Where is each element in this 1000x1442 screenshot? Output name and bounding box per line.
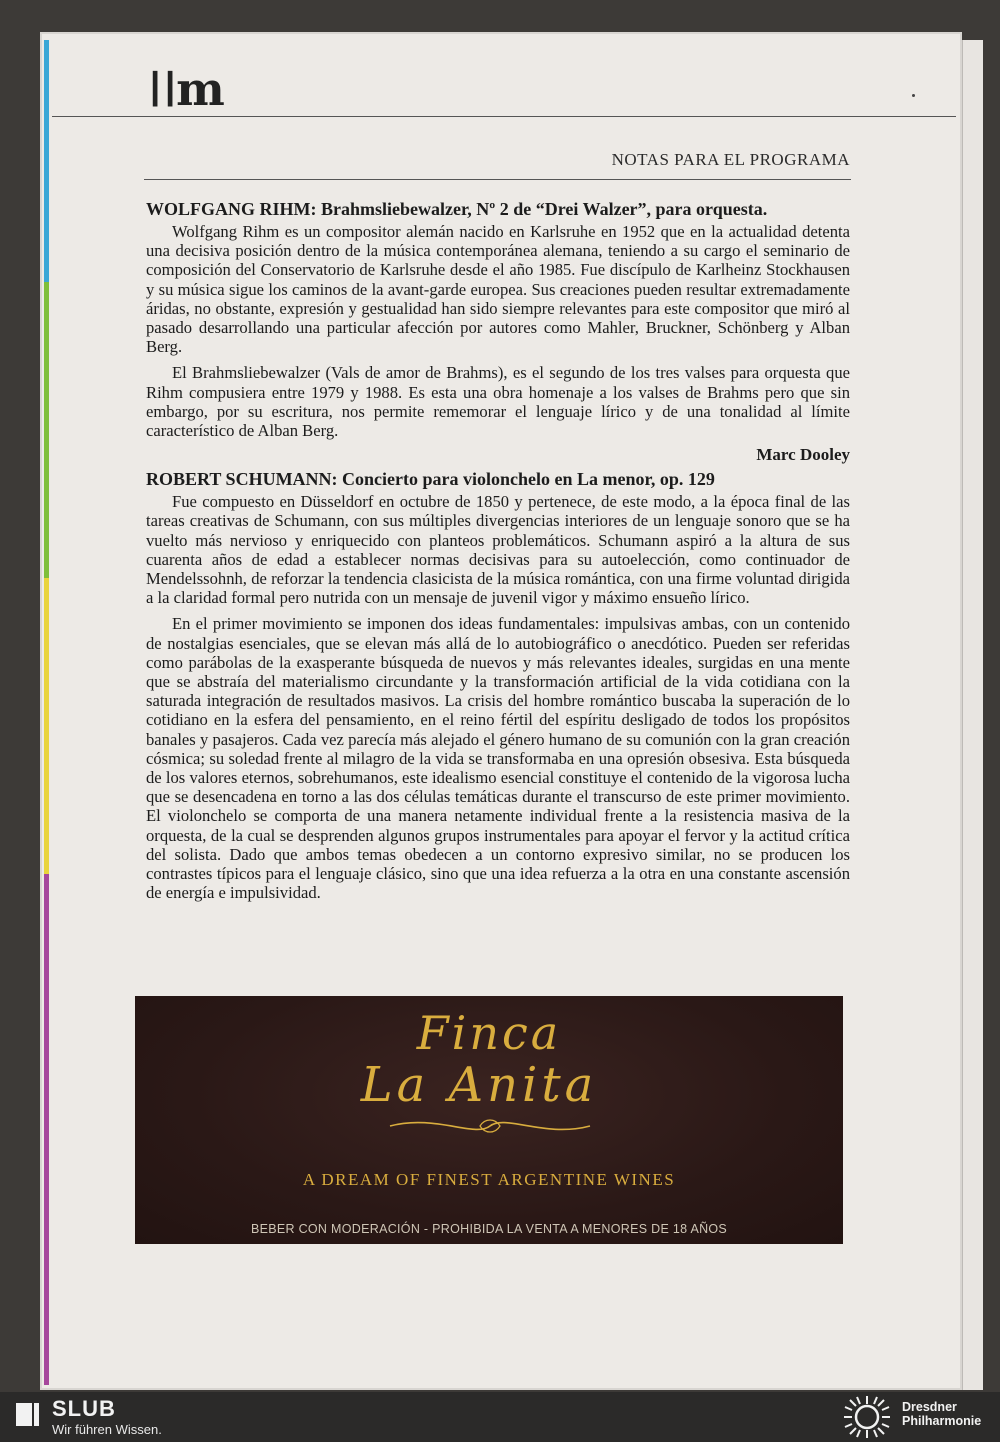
header-rule xyxy=(52,116,956,117)
ad-disclaimer: BEBER CON MODERACIÓN - PROHIBIDA LA VENTA A MENORES DE 18 AÑOS xyxy=(250,1222,728,1236)
article-heading-schumann: ROBERT SCHUMANN: Concierto para violonchelo en La menor, op. 129 xyxy=(146,469,715,490)
ad-brand-line2: La Anita xyxy=(360,1057,598,1113)
swash-ornament-icon xyxy=(385,1112,595,1140)
library-name: SLUB xyxy=(52,1396,116,1421)
partner-name-line2: Philharmonie xyxy=(902,1414,982,1428)
slub-book-icon xyxy=(14,1400,42,1430)
viewer-footer xyxy=(0,1392,1000,1442)
philharmonie-sunburst-icon xyxy=(842,1394,892,1440)
paragraph: Fue compuesto en Düsseldorf en octubre de 1850 y pertenece, de este modo, a la época final de las tareas creativas de Schumann, con sus múltiples divergencias interiores de un lenguaje sonoro que se ha vuelto más nervioso y enriquecido con planteos problemáticos. Schumann aspiró a la altura de sus cuarenta años de edad a establecer normas decisivas para su autoelección, como continuador de Mendelssohnh, de reforzar la tendencia clasicista de la música romántica, con una firme voluntad dirigida a la claridad formal pero nutrida con un mensaje de juvenil vigor y máximo ensueño lírico. xyxy=(146,492,850,608)
publisher-logo xyxy=(146,62,223,116)
logo-bars-icon: ┃┃ xyxy=(146,72,177,107)
article-heading-rihm: WOLFGANG RIHM: Brahmsliebewalzer, Nº 2 de “Drei Walzer”, para orquesta. xyxy=(146,199,768,219)
section-label: NOTAS PARA EL PROGRAMA xyxy=(611,150,850,169)
program-notes xyxy=(146,198,850,910)
paragraph: Wolfgang Rihm es un compositor alemán nacido en Karlsruhe en 1952 que en la actualidad detenta una decisiva posición dentro de la música contemporánea alemana, teniendo a su cargo el seminario de composición del Conservatorio de Karlsruhe desde el año 1985. Fue discípulo de Karlheinz Stockhausen y su música sigue los caminos de la avant-garde europea. Sus creaciones pueden resultar extremadamente áridas, no obstante, expresión y gestualidad han sido siempre relevantes para este compositor que miró al pasado desarrollando una particular afección por autores como Mahler, Bruckner, Schönberg y Alban Berg. xyxy=(146,222,850,357)
next-page-edge xyxy=(962,40,983,1390)
paragraph: En el primer movimiento se imponen dos ideas fundamentales: impulsivas ambas, con un contenido de nostalgias esenciales, que se elevan más allá de lo autobiográfico o anecdótico. Pueden ser referidas como parábolas de la exasperante búsqueda de nuevos y más relevantes ideales, surgidas en una mente que se abstraía del materialismo circundante y la transformación artificial de la vida cotidiana con la saturada integración de resultados masivos. La crisis del hombre romántico buscaba la superación de lo cotidiano en la esfera del pensamiento, en el reino fértil del espíritu desligado de todos los propósitos banales y pasajeros. Cada vez parecía más alejado el género humano de su comunión con la gran creación cósmica; su soledad frente al milagro de la vida se transformaba en una opresión obsesiva. Esta búsqueda de los valores eternos, sobrehumanos, este idealismo esencial constituye el contenido de la vigorosa lucha que se desencadena en torno a las dos células temáticas durante el transcurso de este primer movimiento. El violonchelo se comporta de una manera netamente individual frente a la resistencia masiva de la orquesta, de la cual se desprenden algunos grupos instrumentales para apoyar el fervor y la actitud crítica del solista. Dado que ambos temas obedecen a un contorno expresivo similar, no se producen los contrastes típicos para el lenguaje clásico, sino que una idea refuerza a la otra en una constante ascensión de energía e impulsividad. xyxy=(146,614,850,903)
ad-brand-logo xyxy=(135,1006,843,1113)
page-dot xyxy=(912,94,915,97)
ad-brand-line1: Finca xyxy=(416,1006,562,1060)
logo-letter: m xyxy=(176,62,223,116)
partner-name xyxy=(902,1400,981,1428)
library-tagline: Wir führen Wissen. xyxy=(52,1422,162,1437)
partner-name-line1: Dresdner xyxy=(902,1400,957,1414)
color-strip xyxy=(44,40,49,1385)
section-rule xyxy=(144,179,851,180)
author-signature: Marc Dooley xyxy=(756,445,850,465)
paragraph: El Brahmsliebewalzer (Vals de amor de Brahms), es el segundo de los tres valses para orquesta que Rihm compusiera entre 1979 y 1988. Es esta una obra homenaje a los valses de Brahms pero que sin embargo, por su escritura, nos permite rememorar el lenguaje lírico y de una tonalidad al límite característico de Alban Berg. xyxy=(146,363,850,441)
ad-tagline: A DREAM OF FINEST ARGENTINE WINES xyxy=(302,1170,676,1189)
wine-advertisement xyxy=(135,996,843,1244)
